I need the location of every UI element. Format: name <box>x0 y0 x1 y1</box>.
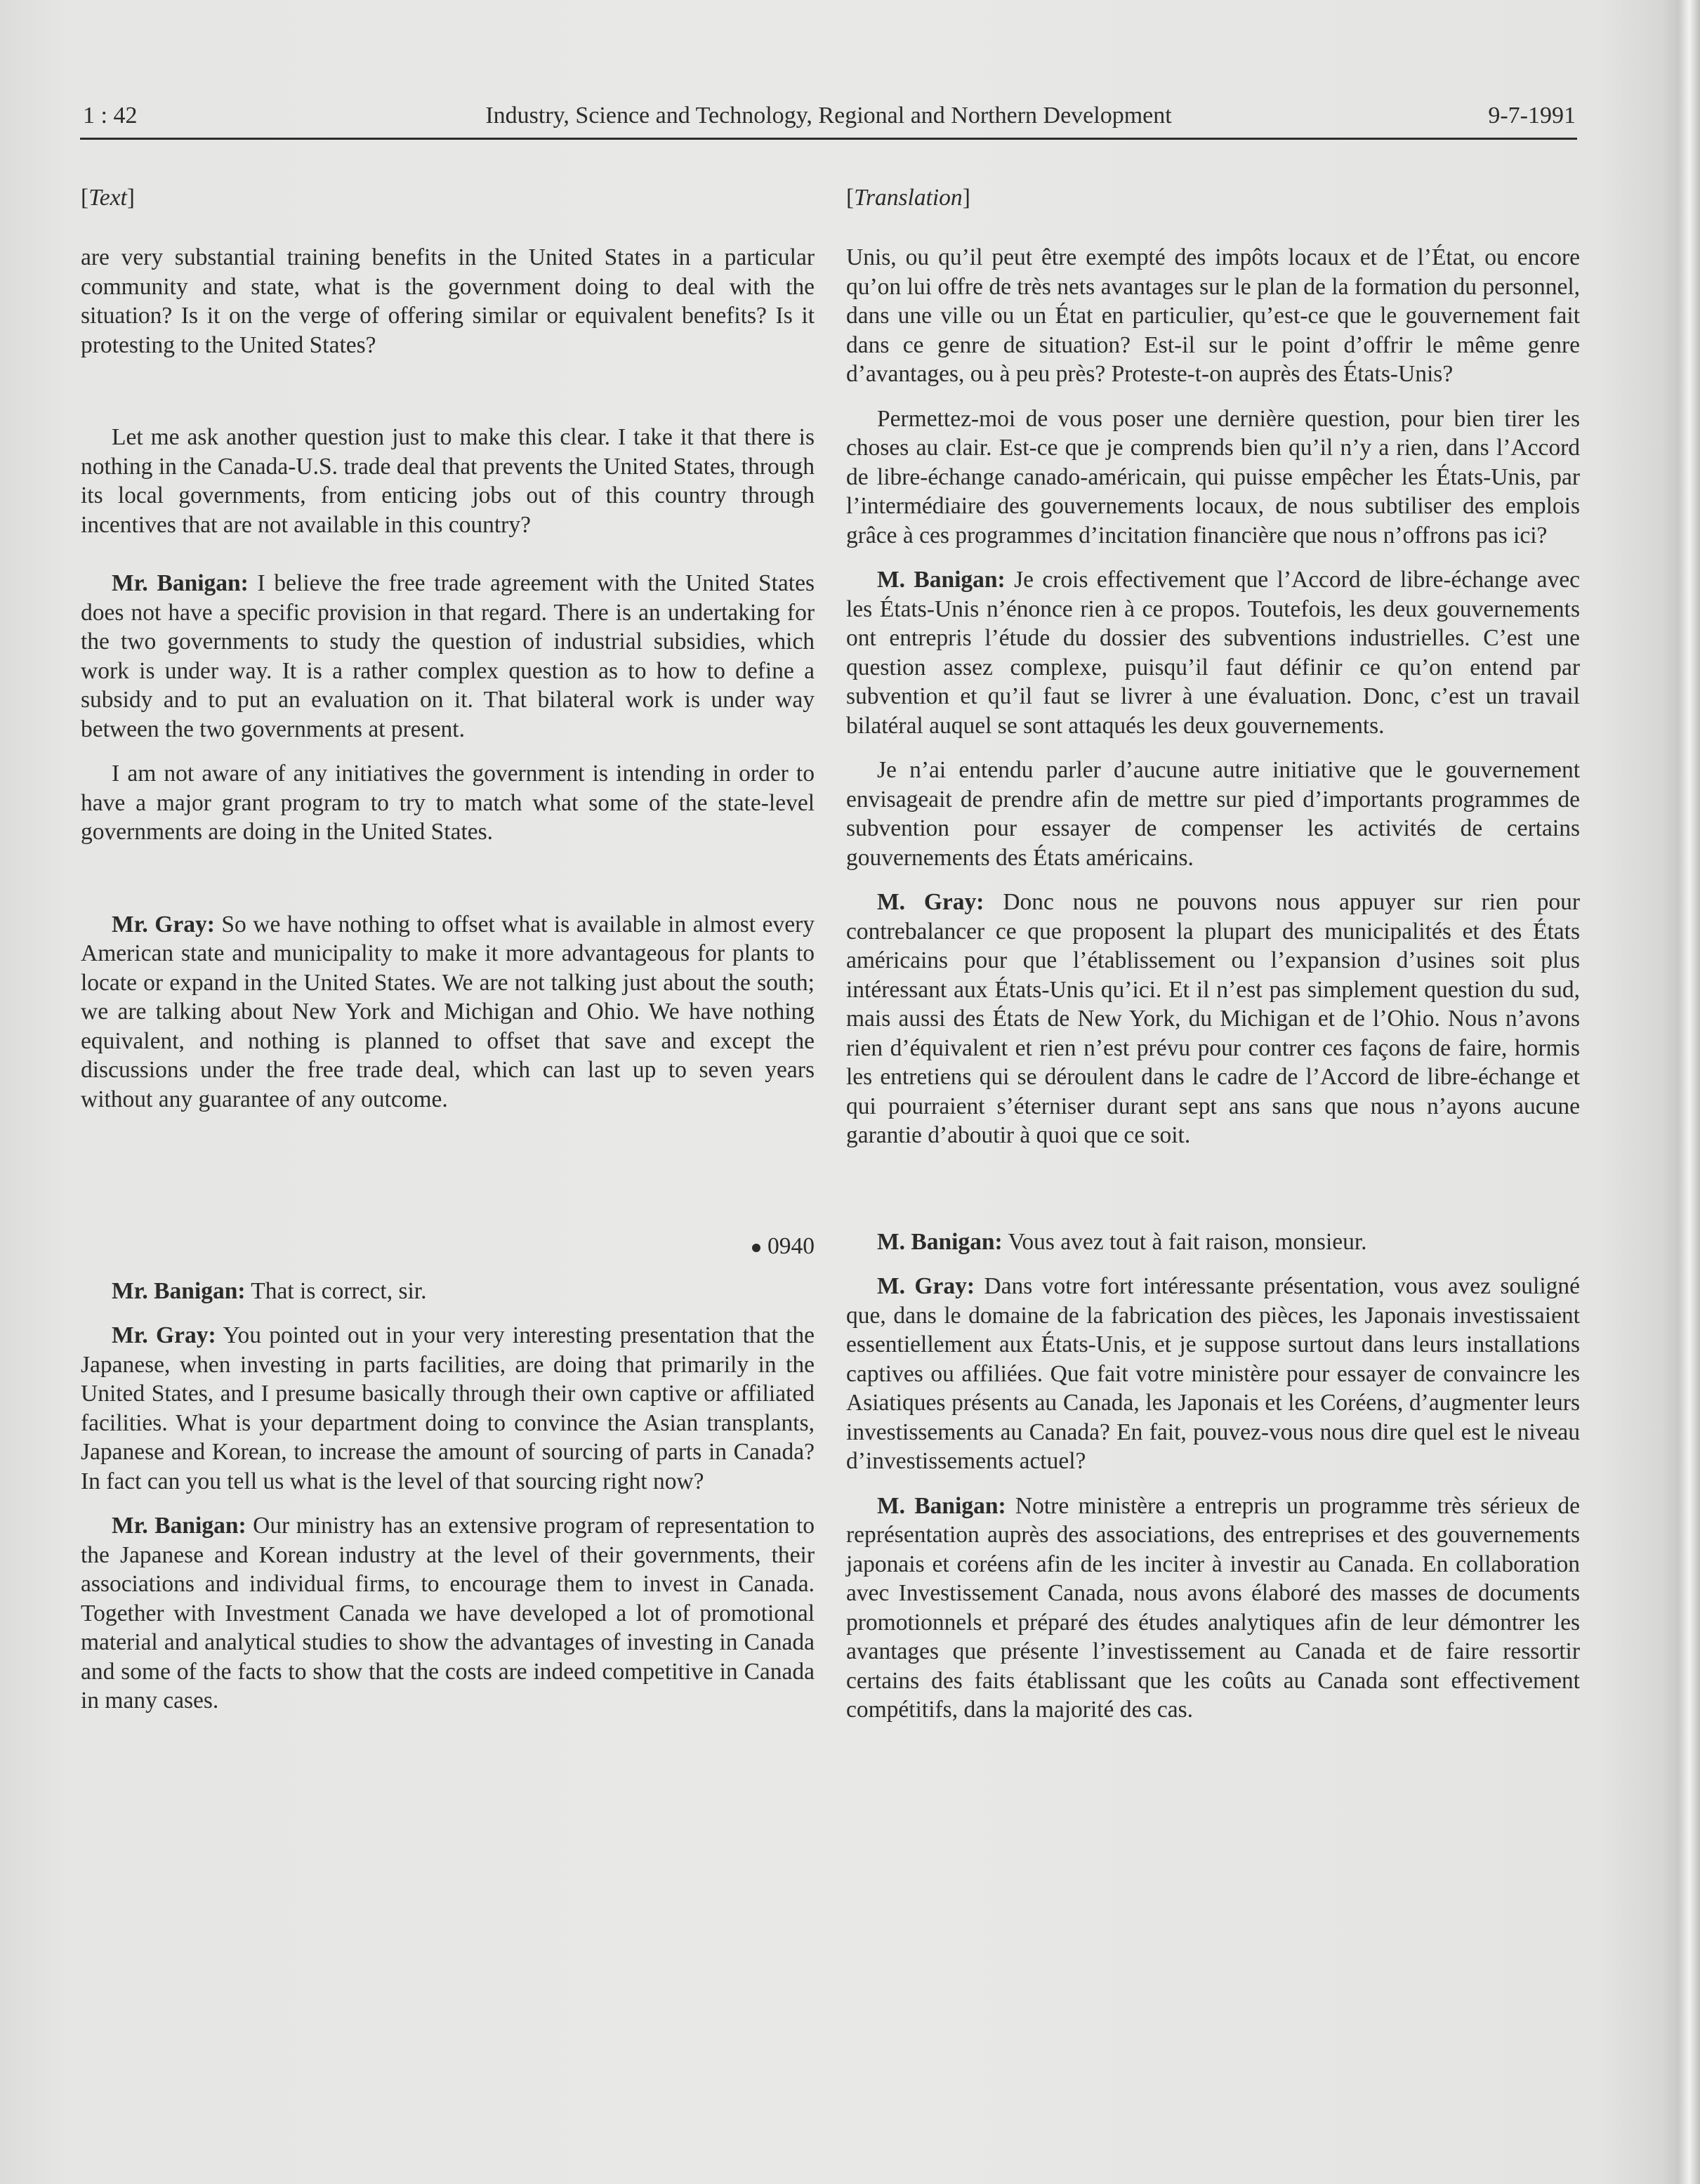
page-edge-shadow <box>1664 0 1700 2184</box>
speech-text: Vous avez tout à fait raison, monsieur. <box>1002 1228 1367 1255</box>
speaker-name: M. Gray: <box>877 889 984 915</box>
speaker-name: M. Gray: <box>877 1273 975 1299</box>
paragraph <box>846 1228 1580 1257</box>
paragraph: Unis, ou qu’il peut être exempté des impôts locaux et de l’État, ou encore qu’on lui offre de très nets avantages sur le plan de la formation du personnel, dans une ville ou un État en particulier, qu’est-ce que le gouvernement fait dans ce genre de situation? Est-il sur le point d’offrir le même genre d’avantages, ou à peu près? Proteste-t-on auprès des États-Unis? <box>846 244 1580 387</box>
french-column <box>846 181 1580 1725</box>
paragraph <box>81 1511 815 1716</box>
paragraph <box>81 910 815 1114</box>
speech-text: You pointed out in your very interesting presentation that the Japanese, when investing in parts facilities, are doing that primarily in the United States, and I presume basically through their own captive or affiliated facilities. What is your department doing to convince the Asian transplants, Japanese and Korean, to increase the amount of sourcing of parts in Canada? In fact can you tell us what is the level of that sourcing right now? <box>81 1322 815 1494</box>
header-title: Industry, Science and Technology, Regional and Northern Development <box>485 103 1172 129</box>
paragraph <box>846 888 1580 1150</box>
speaker-name: Mr. Banigan: <box>112 570 249 596</box>
speech-text: So we have nothing to offset what is available in almost every American state and municipality to make it more advantageous for plants to locate or expand in the United States. We are not talking just about the south; we are talking about New York and Michigan and Ohio. We have nothing equivalent, and nothing is planned to offset that save and except the discussions under the free trade deal, which can last up to seven years without any guarantee of any outcome. <box>81 911 815 1112</box>
speaker-name: Mr. Banigan: <box>112 1277 246 1304</box>
paragraph: Let me ask another question just to make this clear. I take it that there is nothing in the Canada-U.S. trade deal that prevents the United States, through its local governments, from enticing jobs out of this country through incentives that are not available in this country? <box>81 424 815 538</box>
timestamp: 0940 <box>767 1233 815 1259</box>
speech-text: Je crois effectivement que l’Accord de libre-échange avec les États-Unis n’énonce rien à ce propos. Toutefois, les deux gouvernements ont entrepris l’étude du dossier des subventions industrielles. C’est une question assez complexe, puisqu’il faut définir ce qu’on entend par subvention et qu’il faut se livrer à une évaluation. Donc, c’est un travail bilatéral auquel se sont attaqués les deux gouvernements. <box>846 567 1580 739</box>
paragraph <box>846 565 1580 740</box>
english-column <box>81 181 815 1716</box>
speech-text: Dans votre fort intéressante présentation, vous avez souligné que, dans le domaine de la fabrication des pièces, les Japonais investissaient essentiellement aux États-Unis, et je suppose surtout dans leurs installations captives ou affiliées. Que fait votre ministère pour essayer de convaincre les Asiatiques présents au Canada, les Japonais et les Coréens, d’augmenter leurs investissements au Canada? En fait, pouvez-vous nous dire quel est le niveau d’investissements actuel? <box>846 1273 1581 1474</box>
bullet-dot <box>752 1244 760 1252</box>
timestamp-marker <box>81 1232 815 1261</box>
speech-text: Donc nous ne pouvons nous appuyer sur rien pour contrebalancer ce que proposent la plupart des municipalités et des États américains pour que l’établissement ou l’expansion d’usines soit plus intéressant aux États-Unis qu’ici. Et il n’est pas simplement question du sud, mais aussi des États de New York, du Michigan et de l’Ohio. Nous n’avons rien d’équivalent et rien n’est prévu pour contrer ces façons de faire, hormis les entretiens qui se déroulent dans le cadre de l’Accord de libre-échange et qui pourraient s’éterniser durant sept ans sans que nous n’ayons aucune garantie d’aboutir à quoi que ce soit. <box>846 889 1581 1148</box>
speaker-name: Mr. Gray: <box>112 1322 216 1348</box>
paragraph: are very substantial training benefits in the United States in a particular community and state, what is the government doing to deal with the situation? Is it on the verge of offering similar or equivalent benefits? Is it protesting to the United States? <box>81 244 815 358</box>
paragraph: Je n’ai entendu parler d’aucune autre initiative que le gouvernement envisageait de prendre afin de mettre sur pied d’importants programmes de subvention pour essayer de compenser les activités de certains gouvernements des États américains. <box>846 757 1580 871</box>
paragraph <box>81 1321 815 1496</box>
speaker-name: M. Banigan: <box>877 1492 1006 1519</box>
paragraph <box>81 569 815 744</box>
column-label-text: [Text] <box>81 185 135 211</box>
paragraph <box>846 1272 1580 1476</box>
speaker-name: M. Banigan: <box>877 567 1006 593</box>
paragraph <box>81 1277 815 1306</box>
page-header <box>80 98 1577 140</box>
paragraph: Permettez-moi de vous poser une dernière question, pour bien tirer les choses au clair. Est-ce que je comprends bien qu’il n’y a rien, dans l’Accord de libre-échange canado-américain, qui puisse empêcher les États-Unis, par l’intermédiaire des gouvernements locaux, de nous subtiliser des emplois grâce à ces programmes d’incitation financière que nous n’offrons pas ici? <box>846 405 1580 548</box>
speaker-name: M. Banigan: <box>877 1228 1003 1255</box>
speaker-name: Mr. Gray: <box>112 911 215 938</box>
header-date: 9-7-1991 <box>1488 103 1576 129</box>
speech-text: Our ministry has an extensive program of representation to the Japanese and Korean industry at the level of their governments, their associations and individual firms, to encourage them to invest in Canada. Together with Investment Canada we have developed a lot of promotional material and analytical studies to show the advantages of investing in Canada and some of the facts to show that the costs are indeed competitive in Canada in many cases. <box>81 1513 815 1713</box>
paragraph <box>846 1492 1580 1725</box>
speech-text: That is correct, sir. <box>245 1277 427 1304</box>
column-label-translation: [Translation] <box>846 185 970 211</box>
page-number: 1 : 42 <box>83 103 138 129</box>
speech-text: I believe the free trade agreement with the United States does not have a specific provision in that regard. There is an undertaking for the two governments to study the question of industrial subsidies, which work is under way. It is a rather complex question as to how to define a subsidy and to put an evaluation on it. That bilateral work is under way between the two governments at present. <box>81 570 815 742</box>
speaker-name: Mr. Banigan: <box>112 1513 246 1539</box>
speech-text: Notre ministère a entrepris un programme très sérieux de représentation auprès des associations, des entreprises et des gouvernements japonais et coréens afin de les inciter à investir au Canada. En collaboration avec Investissement Canada, nous avons élaboré des masses de documents promotionnels et préparé des études analytiques afin de leur démontrer les avantages que présente l’investissement au Canada et de faire ressortir certains des faits établissant que les coûts au Canada sont effectivement compétitifs, dans la majorité des cas. <box>846 1492 1580 1723</box>
paragraph: I am not aware of any initiatives the government is intending in order to have a major grant program to try to match what some of the state-level governments are doing in the United States. <box>81 761 815 845</box>
